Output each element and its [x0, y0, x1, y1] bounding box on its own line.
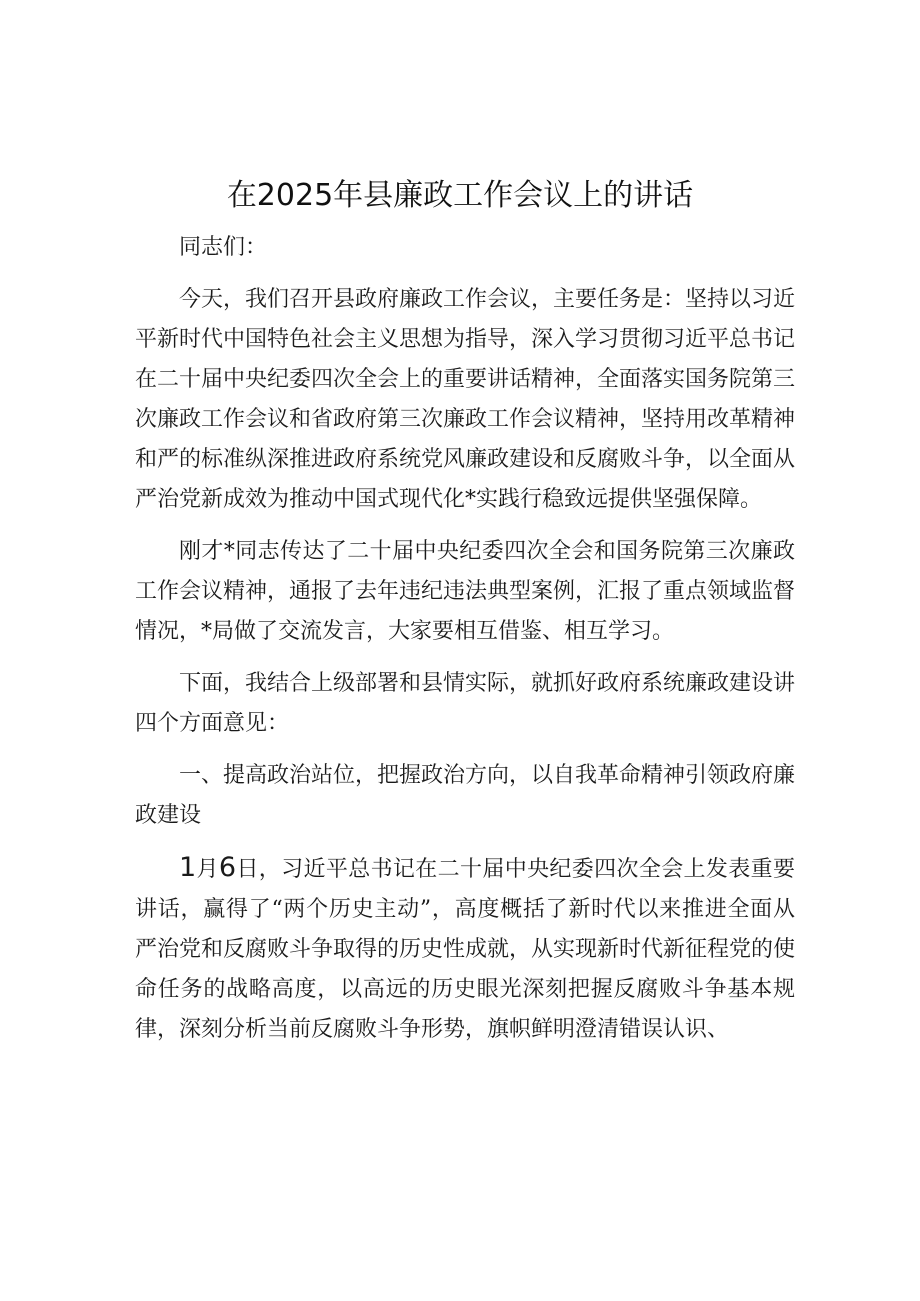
body-paragraph: 下面，我结合上级部署和县情实际，就抓好政府系统廉政建设讲四个方面意见：	[135, 671, 796, 736]
document-title: 在2025年县廉政工作会议上的讲话	[226, 178, 694, 213]
paragraph-text: 日，习近平总书记在二十届中央纪委四次全会上发表重要讲话，赢得了“两个历史主动”，高度概括了新时代以来推进全面从严治党和反腐败斗争取得的历史性成就，从实现新时代新征程党的使命任务的战略高度，以高远的历史眼光深刻把握反腐败斗争基本规律，深刻分析当前反腐败斗争形势，旗帜鲜明澄清错误认识、	[135, 857, 796, 1042]
document-body	[135, 228, 795, 1062]
date-day: 6	[218, 852, 237, 883]
body-paragraph: 今天，我们召开县政府廉政工作会议，主要任务是：坚持以习近平新时代中国特色社会主义思想为指导，深入学习贯彻习近平总书记在二十届中央纪委四次全会上的重要讲话精神，全面落实国务院第三次廉政工作会议和省政府第三次廉政工作会议精神，坚持用改革精神和严的标准纵深推进政府系统党风廉政建设和反腐败斗争，以全面从严治党新成效为推动中国式现代化*实践行稳致远提供坚强保障。	[135, 287, 796, 512]
date-month: 1	[179, 852, 197, 883]
body-paragraph	[135, 848, 795, 1050]
date-month-suffix: 月	[196, 857, 219, 882]
section-heading-paragraph: 一、提高政治站位，把握政治方向，以自我革命精神引领政府廉政建设	[135, 763, 796, 828]
salutation-paragraph: 同志们：	[179, 235, 268, 260]
body-paragraph: 刚才*同志传达了二十届中央纪委四次全会和国务院第三次廉政工作会议精神，通报了去年违纪违法典型案例，汇报了重点领域监督情况，*局做了交流发言，大家要相互借鉴、相互学习。	[135, 539, 796, 644]
